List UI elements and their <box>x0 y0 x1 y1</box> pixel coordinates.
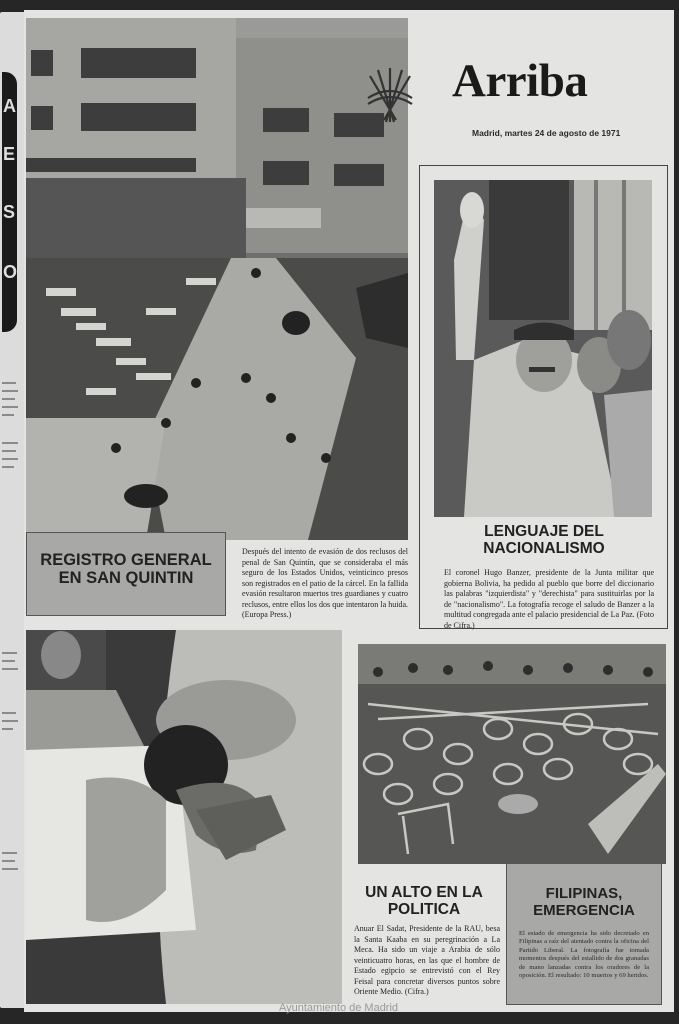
san-quintin-headline: REGISTRO GENERAL EN SAN QUINTIN <box>40 551 212 588</box>
alto-politica-headline: UN ALTO EN LA POLITICA <box>365 884 483 919</box>
nacionalismo-headline: LENGUAJE DEL NACIONALISMO <box>483 523 605 558</box>
nacionalismo-caption: El coronel Hugo Banzer, presidente de la Junta militar que gobierna Bolivia, ha pedido al pueblo que borre del diccionario las palabras "izquierdista" y "derechista" para sustituirlas por la de "nacionalismo". La fotografía recoge el saludo de Banzer a la multitud congregada ante el palacio presidencial de La Paz. (Foto de Cifra.) <box>444 568 654 630</box>
banner-letter: O <box>3 262 18 282</box>
chairs-illustration <box>358 644 666 864</box>
masthead <box>442 48 677 148</box>
sadat-kaaba-photo <box>26 630 342 1004</box>
san-quintin-caption: Después del intento de evasión de dos reclusos del penal de San Quintín, que se consideraba el más seguro de los Estados Unidos, veinticinco presos son registrados en el patio de la cárcel. En la fallida evasión resultaron muertos tres guardianes y cuatro reclusos, entre ellos los dos que intentaron la huida. (Europa Press.) <box>242 547 408 619</box>
filipinas-aftermath-photo <box>358 644 666 864</box>
banzer-photo-illustration <box>434 180 652 517</box>
alto-politica-caption: Anuar El Sadat, Presidente de la RAU, besa la Santa Kaaba en su peregrinación a La Meca. Ha sido un viaje a Arabia de sólo veinticuatro horas, en las que el hombre de Estado egipcio se entrevistó con el Rey Feisal para concretar diversos puntos sobre Oriente Medio. (Cifra.) <box>354 924 500 996</box>
filipinas-caption: El estado de emergencia ha sido decretado en Filipinas a raíz del atentado contra la oficina del Partido Liberal. La fotografía fue tomada momentos después del estallido de dos granadas de mano lanzadas contra los oradores de la oposición. El resultado: 10 muertos y 69 heridos. <box>519 930 649 980</box>
newspaper-title: Arriba <box>452 55 588 107</box>
newspaper-page <box>24 10 674 1012</box>
previous-page-banner <box>2 72 17 332</box>
filipinas-story-box <box>506 863 662 1005</box>
san-quintin-headline-box <box>26 532 226 616</box>
sadat-photo-illustration <box>26 630 342 1004</box>
previous-page-edge <box>0 12 24 1008</box>
banner-letter: A <box>3 96 16 116</box>
san-quintin-prison-photo <box>26 18 408 540</box>
banner-letter: S <box>3 202 16 222</box>
prison-yard-illustration <box>26 18 408 540</box>
banzer-greeting-photo <box>434 180 652 517</box>
filipinas-headline: FILIPINAS, EMERGENCIA <box>533 885 635 919</box>
archive-watermark: Ayuntamiento de Madrid <box>279 1002 399 1014</box>
dateline: Madrid, martes 24 de agosto de 1971 <box>472 128 621 138</box>
banner-letter: E <box>3 144 16 164</box>
yoke-and-arrows-emblem-icon <box>364 60 416 128</box>
